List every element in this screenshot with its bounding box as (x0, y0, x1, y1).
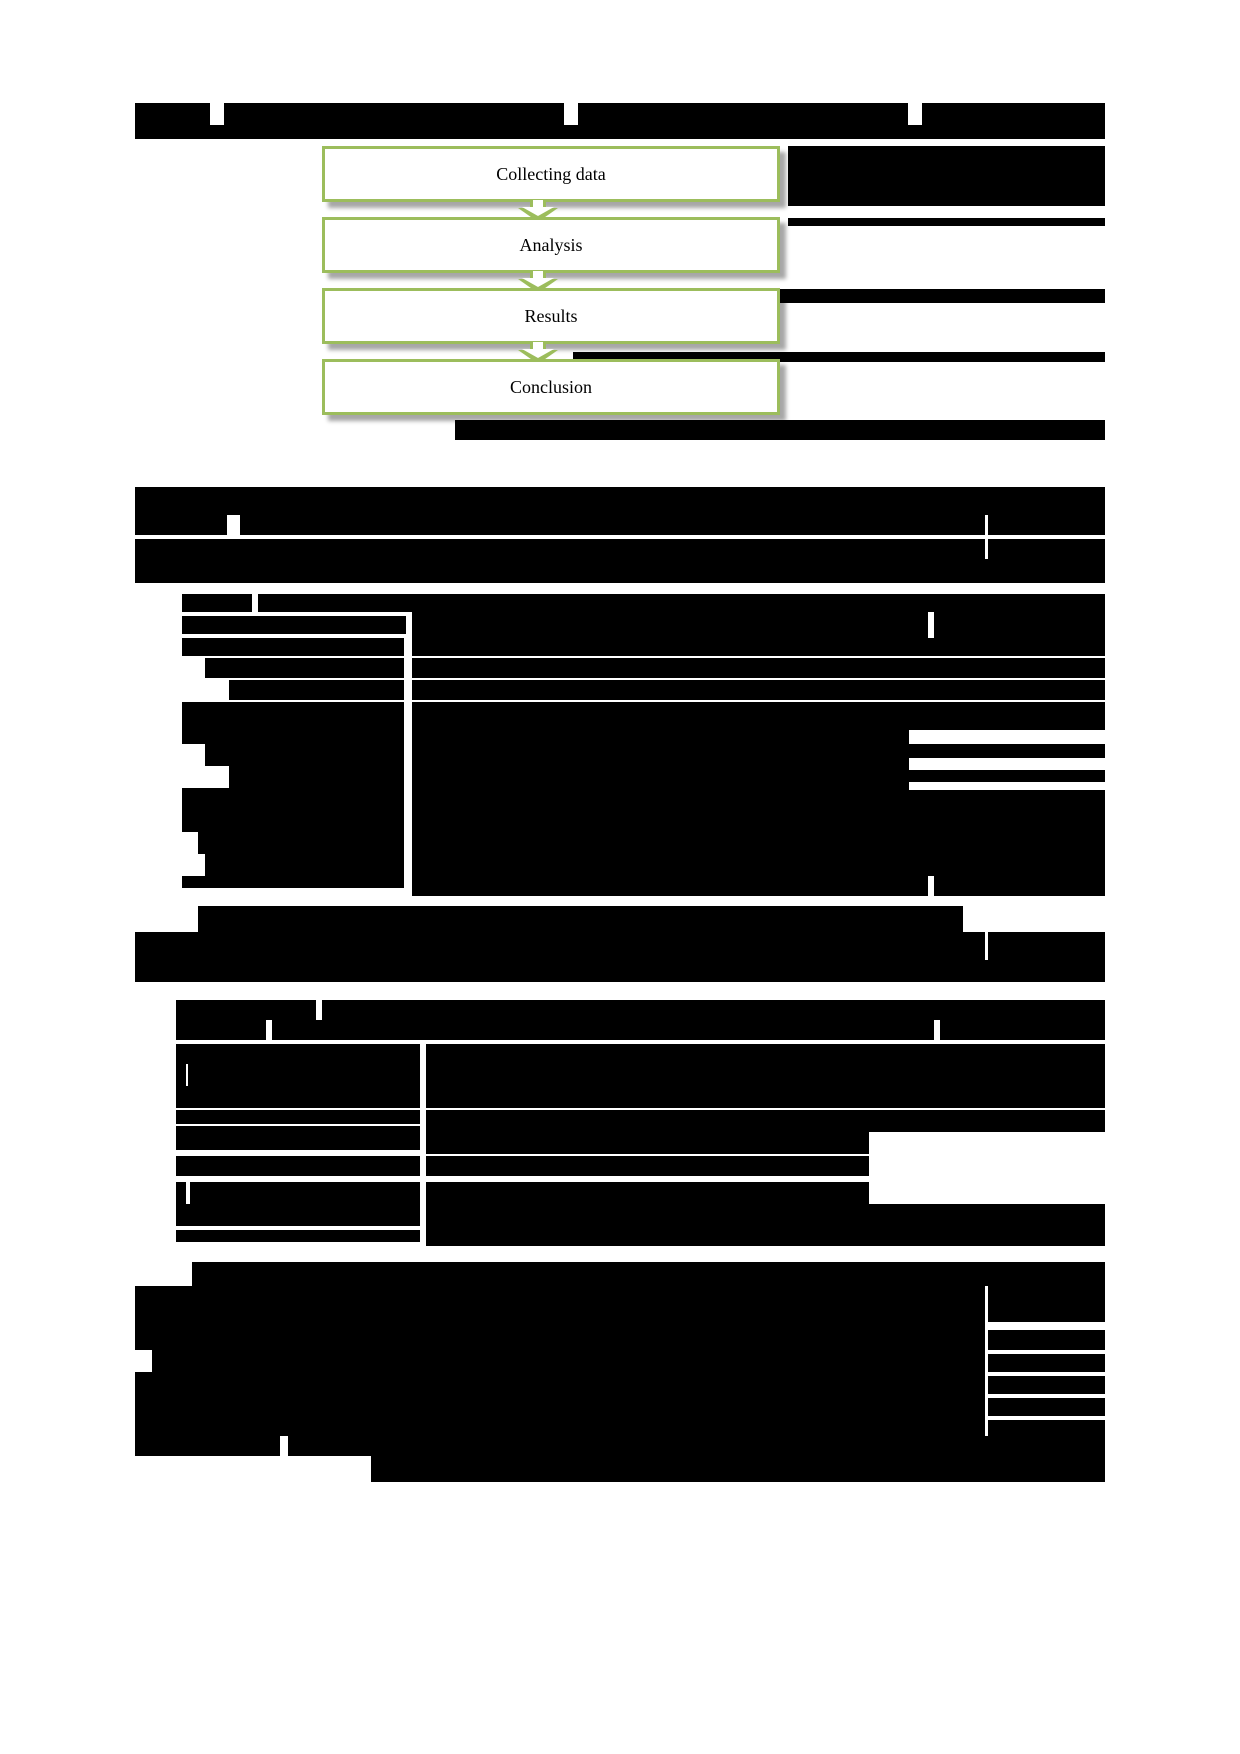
redacted-text-block (176, 1156, 420, 1176)
redacted-text-block (176, 1086, 420, 1108)
redacted-text-block (135, 1286, 985, 1308)
redacted-text-block (412, 702, 1105, 722)
redacted-text-block (272, 1020, 934, 1040)
redacted-text-block (426, 1044, 1105, 1064)
flow-arrow-3-wrap (322, 344, 788, 359)
redacted-text-block (176, 1000, 316, 1020)
redacted-text-block (135, 932, 985, 960)
research-process-flowchart (322, 146, 788, 415)
redacted-text-block (135, 103, 210, 125)
redacted-text-block (412, 766, 909, 788)
redacted-text-block (288, 1436, 1105, 1456)
redacted-text-block (135, 125, 1105, 139)
redacted-text-block (909, 790, 1105, 810)
redacted-text-block (412, 876, 928, 896)
redacted-text-block (988, 1308, 1105, 1322)
redacted-text-block (869, 1110, 1105, 1132)
redacted-text-block (229, 766, 404, 788)
redacted-text-block (322, 1000, 1105, 1020)
redacted-text-block (176, 1182, 186, 1204)
redacted-text-block (135, 1416, 985, 1436)
redacted-text-block (578, 103, 908, 125)
redacted-text-block (135, 1394, 985, 1416)
redacted-text-block (229, 680, 404, 700)
redacted-text-block (176, 1020, 266, 1040)
redacted-text-block (412, 832, 1105, 854)
redacted-text-block (176, 1064, 186, 1086)
redacted-text-block (182, 876, 404, 888)
redacted-text-block (909, 770, 1105, 782)
redacted-text-block (426, 1064, 1105, 1086)
redacted-text-block (135, 515, 227, 535)
redacted-text-block (788, 146, 1105, 206)
redacted-text-block (412, 612, 928, 638)
redacted-text-block (426, 1204, 1105, 1226)
redacted-text-block (135, 960, 1105, 982)
redacted-text-block (412, 810, 1105, 832)
flow-step-analysis (322, 217, 780, 273)
redacted-text-block (934, 612, 1105, 638)
redacted-text-block (182, 722, 404, 744)
flow-arrow-2-wrap (322, 273, 788, 288)
redacted-text-block (135, 1308, 985, 1330)
redacted-text-block (412, 658, 1105, 678)
redacted-text-block (988, 1376, 1105, 1394)
redacted-text-block (188, 1064, 420, 1086)
redacted-text-block (182, 638, 404, 656)
redacted-text-block (412, 638, 1105, 656)
redacted-text-block (455, 420, 1105, 440)
redacted-text-block (176, 1230, 420, 1242)
redacted-text-block (182, 616, 406, 634)
redacted-text-block (988, 1420, 1105, 1436)
redacted-text-block (135, 1330, 985, 1350)
redacted-text-block (224, 103, 564, 125)
redacted-text-block (198, 832, 404, 854)
redacted-text-block (182, 788, 404, 810)
redacted-text-block (426, 1086, 1105, 1108)
redacted-text-block (198, 906, 963, 932)
redacted-text-block (426, 1132, 869, 1154)
redacted-text-block (176, 1126, 420, 1150)
redacted-text-block (426, 1182, 869, 1204)
redacted-text-block (412, 788, 909, 810)
redacted-text-block (426, 1226, 1105, 1246)
redacted-text-block (788, 218, 1105, 226)
flow-arrow-1-wrap (322, 202, 788, 217)
flow-step-label: Results (524, 305, 578, 326)
redacted-text-block (988, 539, 1105, 559)
redacted-text-block (135, 1372, 985, 1394)
redacted-text-block (412, 680, 1105, 700)
redacted-text-block (909, 744, 1105, 758)
redacted-text-block (176, 1044, 420, 1064)
redacted-text-block (182, 810, 404, 832)
redacted-text-block (412, 722, 909, 744)
redacted-text-block (988, 1286, 1105, 1308)
flow-step-label: Conclusion (509, 376, 592, 397)
redacted-text-block (135, 487, 1105, 515)
redacted-text-block (176, 1204, 420, 1226)
redacted-text-block (412, 854, 1105, 876)
redacted-text-block (205, 658, 404, 678)
redacted-text-block (412, 744, 909, 766)
flow-step-collecting-data (322, 146, 780, 202)
redacted-text-block (135, 559, 1105, 583)
flow-step-conclusion (322, 359, 780, 415)
redacted-text-block (909, 722, 1105, 730)
redacted-text-block (258, 594, 1105, 612)
redacted-text-block (190, 1182, 420, 1204)
redacted-text-block (940, 1020, 1105, 1040)
redacted-text-block (240, 515, 985, 535)
flow-step-label: Collecting data (496, 163, 606, 184)
redacted-text-block (426, 1110, 869, 1132)
redacted-text-block (988, 1330, 1105, 1350)
redacted-text-block (988, 1398, 1105, 1416)
redacted-text-block (988, 932, 1105, 960)
redacted-text-block (182, 702, 404, 722)
redacted-text-block (135, 539, 985, 559)
flow-step-results (322, 288, 780, 344)
redacted-text-block (152, 1350, 985, 1372)
flow-step-label: Analysis (519, 234, 583, 255)
redacted-text-block (182, 594, 252, 612)
redacted-text-block (192, 1262, 1105, 1286)
redacted-text-block (176, 1110, 420, 1124)
redacted-text-block (426, 1156, 869, 1176)
redacted-text-block (205, 854, 404, 876)
redacted-text-block (988, 515, 1105, 535)
redacted-text-block (988, 1354, 1105, 1372)
redacted-text-block (135, 1436, 280, 1456)
redacted-text-block (205, 744, 404, 766)
redacted-text-block (934, 876, 1105, 896)
redacted-text-block (922, 103, 1105, 125)
redacted-text-block (371, 1456, 1105, 1482)
